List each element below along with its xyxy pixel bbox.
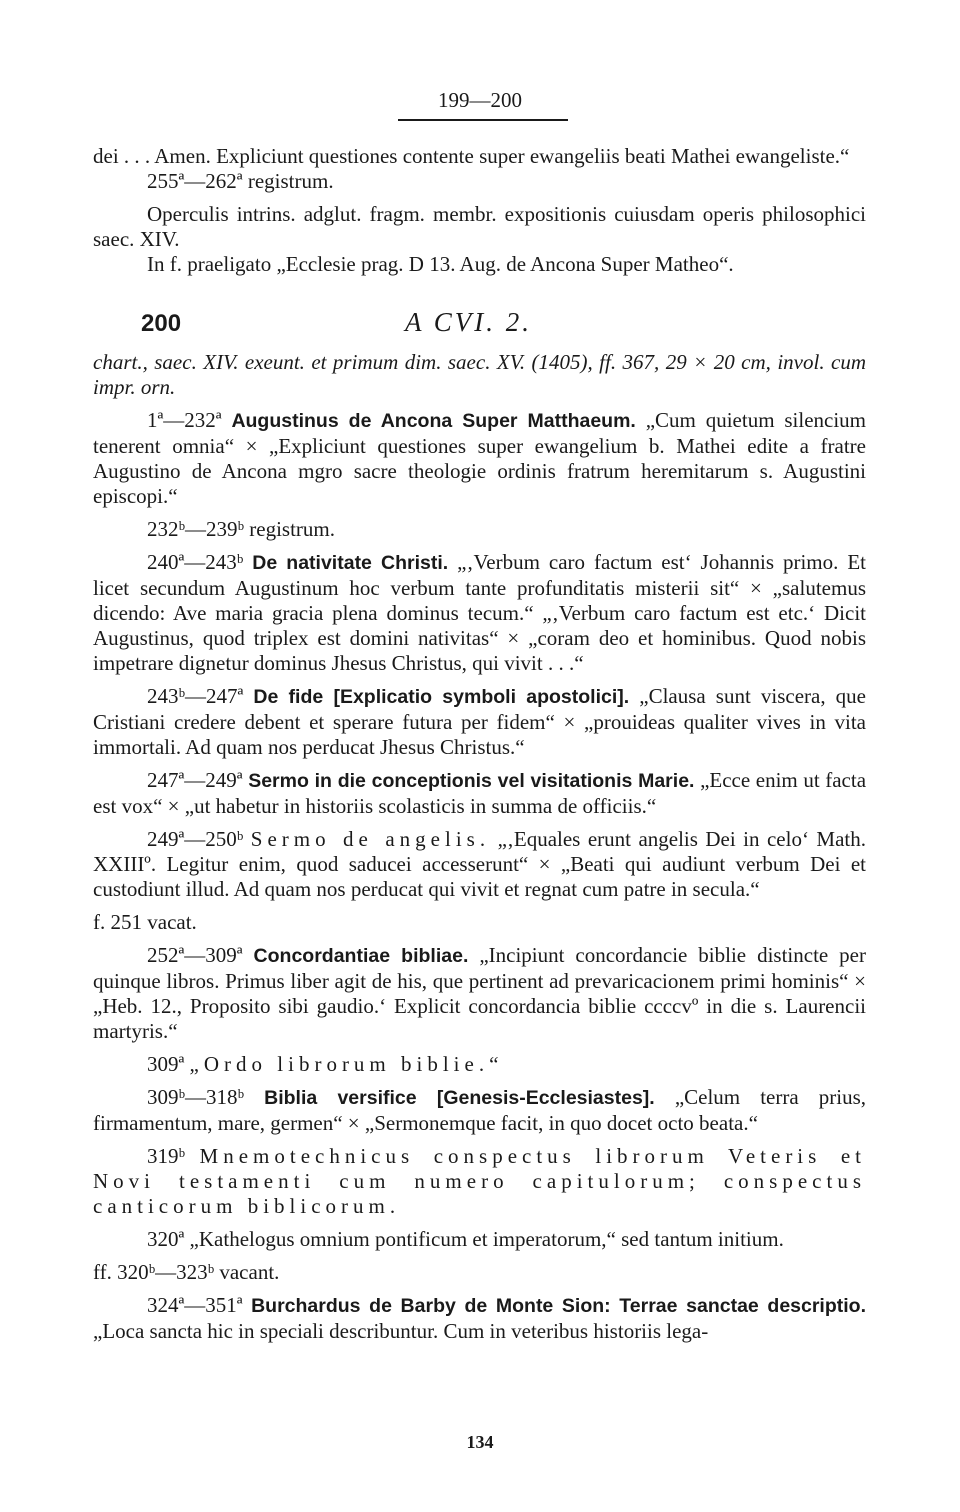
- entry-title: Burchardus de Barby de Monte Sion: Terrae sanctae descriptio.: [251, 1295, 867, 1317]
- entry-text: „‚Equales erunt angelis Dei in celo‘ Math. XXIIIº. Legitur enim, quod saducei accesserunt“ × „Beati qui audiunt verbum Dei et custodiunt illud. Ad quam nos perducat qui vivit et regnat cum patre in secula.“: [93, 827, 866, 901]
- entry-title: Concordantiae bibliae.: [253, 945, 469, 967]
- entry-text: vacant.: [219, 1260, 280, 1284]
- entry-title: De fide [Explicatio symboli apostolici].: [253, 686, 630, 708]
- entry-title: Augustinus de Ancona Super Matthaeum.: [231, 410, 636, 432]
- running-header: 199—200: [438, 88, 522, 112]
- entry-title: Biblia versifice [Genesis-Ecclesiastes].: [264, 1087, 655, 1109]
- entry-text: „Kathelogus omnium pontificum et imperatorum,“ sed tantum initium.: [189, 1227, 784, 1251]
- entry-ref: 309ª: [147, 1052, 185, 1076]
- entry-text: „Clausa sunt viscera, que Cristiani credere debent et sperare futura per fidem“ × „prouideas qualiter vives in vita immortali. Ad quam nos perducat Jhesus Christus.“: [93, 684, 866, 759]
- record-number: 200: [141, 310, 182, 337]
- entry-ref: 252ª—309ª: [147, 943, 243, 967]
- entry-spaced-title: Sermo de angelis.: [250, 827, 491, 851]
- entry-ref: 319ᵇ: [147, 1144, 186, 1168]
- entry-ref: 249ª—250ᵇ: [147, 827, 244, 851]
- entry: [93, 517, 866, 542]
- entry: [93, 768, 866, 819]
- entry: [93, 1227, 866, 1252]
- entry-list: [93, 408, 866, 1344]
- entry-ref: 240ª—243ᵇ: [147, 550, 244, 574]
- entry: [93, 827, 866, 902]
- entry-ref: 309ᵇ—318ᵇ: [147, 1085, 245, 1109]
- entry-ref: 320ª: [147, 1227, 185, 1251]
- entry: [93, 910, 866, 935]
- entry-text: „‚Verbum caro factum est‘ Johannis primo. Et licet secundum Augustinum hoc verbum tante profunditatis misterii sit“ × „salutemus dicendo: Ave maria gracia plena dominus tecum.“ „‚Verbum caro factum est etc.‘ Dicit Augustinus, quod triplex est domini nativitas“ × „coram deo et hominibus. Quod nobis impetrare dignetur dominus Jhesus Christus, qui vivit . . .“: [93, 550, 866, 675]
- page-number: 134: [466, 1432, 494, 1452]
- entry-ref: 1ª—232ª: [147, 408, 222, 432]
- entry: [93, 684, 866, 760]
- entry-text: registrum.: [249, 517, 335, 541]
- intro-line: 255ª—262ª registrum.: [147, 169, 334, 193]
- entry-ref: f. 251: [93, 910, 142, 934]
- entry: [93, 1052, 866, 1077]
- header-rule: [398, 119, 568, 121]
- entry-spaced-title: „Ordo librorum biblie.“: [189, 1052, 504, 1076]
- entry: [93, 1085, 866, 1136]
- entry-ref: 243ᵇ—247ª: [147, 684, 244, 708]
- entry-text: „Celum terra prius, firmamentum, mare, germen“ × „Sermonemque facit, in quo docet octo beata.“: [93, 1085, 867, 1135]
- record-signature: A CVI. 2.: [405, 307, 532, 337]
- entry-ref: 232ᵇ—239ᵇ: [147, 517, 245, 541]
- entry-ref: ff. 320ᵇ—323ᵇ: [93, 1260, 215, 1284]
- entry-text: „Ecce enim ut facta est vox“ × „ut habetur in historiis scolasticis in summa de officiis.“: [93, 768, 867, 818]
- entry: [93, 943, 866, 1044]
- record-heading: [93, 307, 866, 337]
- entry-text: „Cum quietum silencium tenerent omnia“ × „Expliciunt questiones super ewangelium b. Mathei edite a fratre Augustino de Ancona mgro sacre theologie ordinis fratrum heremitarum s. Augustini episcopi.“: [93, 408, 867, 508]
- intro-line: Operculis intrins. adglut. fragm. membr. expositionis cuiusdam operis philosophici saec. XIV.: [93, 202, 866, 251]
- entry: [93, 1260, 866, 1285]
- record-description: chart., saec. XIV. exeunt. et primum dim. saec. XV. (1405), ff. 367, 29 × 20 cm, invol. cum impr. orn.: [93, 350, 866, 399]
- document-body: [93, 144, 866, 1344]
- intro-line: dei . . . Amen. Expliciunt questiones contente super ewangeliis beati Mathei ewangeliste.“: [93, 144, 850, 168]
- entry: [93, 408, 866, 509]
- entry-text: „Loca sancta hic in speciali describuntur. Cum in veteribus historiis lega-: [93, 1319, 709, 1343]
- entry-title: Sermo in die conceptionis vel visitationis Marie.: [248, 770, 695, 792]
- entry-text: vacat.: [147, 910, 197, 934]
- entry-spaced-title: Mnemotechnicus conspectus librorum Veteris et Novi testamenti cum numero capitulorum; conspectus canticorum biblicorum.: [93, 1144, 866, 1218]
- entry-text: „Incipiunt concordancie biblie distincte per quinque libros. Primus liber agit de his, que pertinent ad prevaricacionem primi hominis“ × „Heb. 12., Proposito sibi gaudio.‘ Explicit concordancia biblie ccccvº in die s. Laurencii martyris.“: [93, 943, 866, 1043]
- entry: [93, 1144, 866, 1219]
- entry-ref: 324ª—351ª: [147, 1293, 243, 1317]
- entry-ref: 247ª—249ª: [147, 768, 243, 792]
- entry-title: De nativitate Christi.: [252, 552, 449, 574]
- entry: [93, 550, 866, 676]
- intro-line: In f. praeligato „Ecclesie prag. D 13. Aug. de Ancona Super Matheo“.: [147, 252, 734, 276]
- entry: [93, 1293, 866, 1344]
